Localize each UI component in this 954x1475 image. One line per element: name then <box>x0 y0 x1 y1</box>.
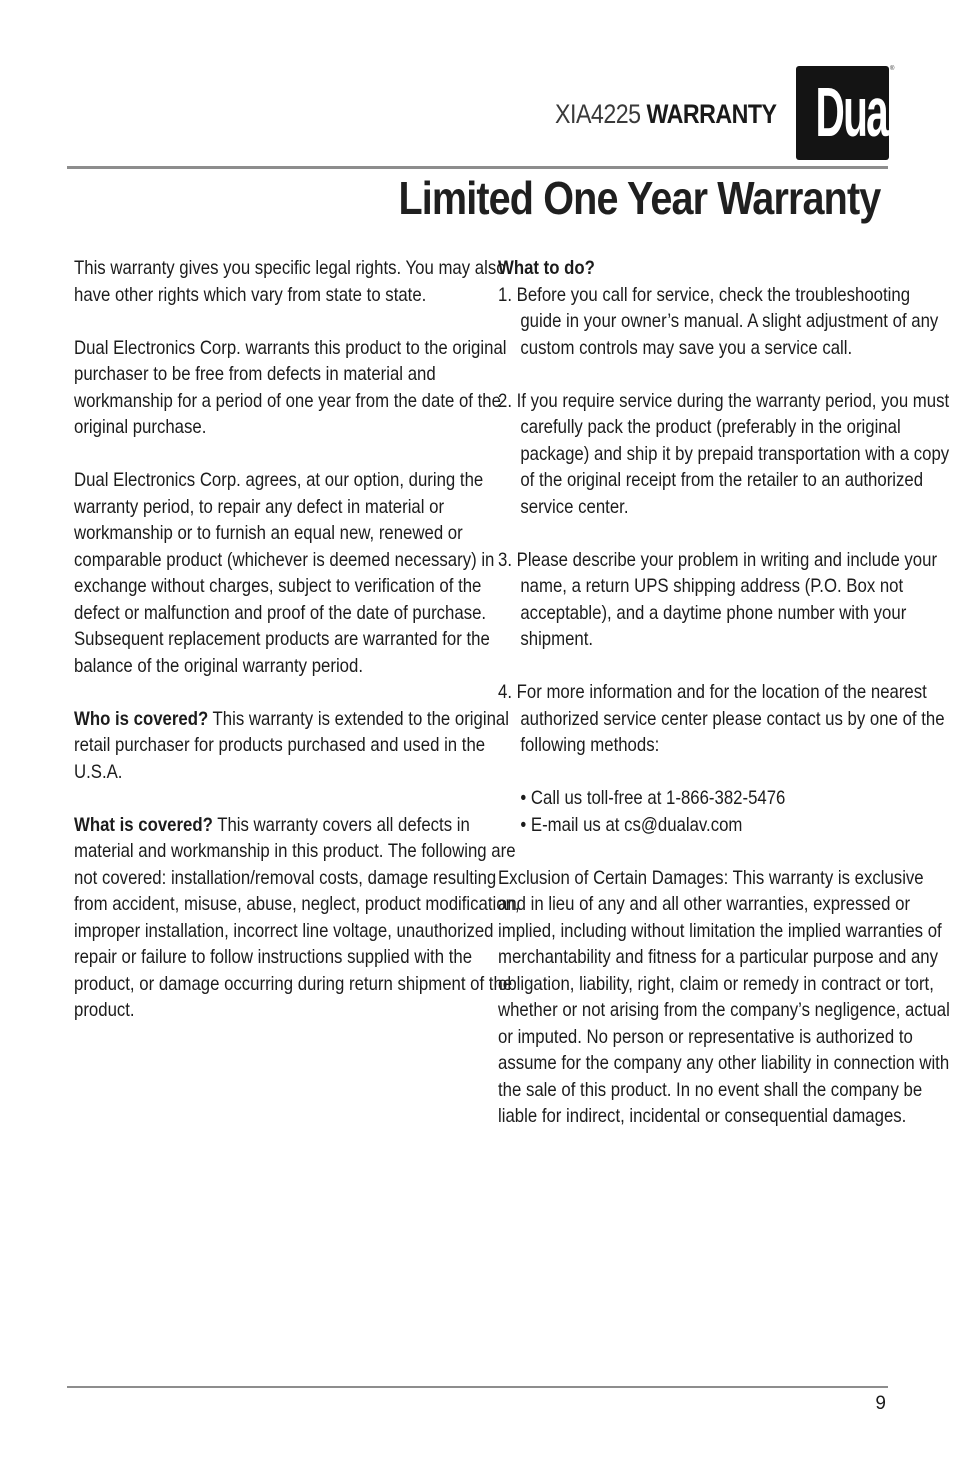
contact-methods <box>498 785 953 838</box>
who-is-covered-text: This warranty is extended to the original retail purchaser for products purchased and used in the U.S.A. <box>74 707 509 783</box>
what-is-covered-paragraph <box>74 812 529 1024</box>
service-step: 1. Before you call for service, check the troubleshooting guide in your owner’s manual. A slight adjustment of any custom controls may save you a service call. <box>498 283 939 359</box>
contact-email: • E-mail us at cs@dualav.com <box>520 812 953 839</box>
warrants-paragraph: Dual Electronics Corp. warrants this product to the original purchaser to be free from defects in material and workmanship for a period of one year from the date of the original purchase. <box>74 336 507 438</box>
footer-divider <box>67 1386 888 1388</box>
what-is-covered-heading: What is covered? <box>74 813 213 836</box>
registered-mark: ® <box>890 66 895 72</box>
service-step: 3. Please describe your problem in writing and include your name, a return UPS shipping address (P.O. Box not acceptable), and a daytime phone number with your shipment. <box>498 548 938 650</box>
section-label: WARRANTY <box>645 99 776 129</box>
model-warranty-title <box>555 96 776 132</box>
exclusion-paragraph: Exclusion of Certain Damages: This warranty is exclusive and in lieu of any and all other warranties, expressed or implied, including without limitation the implied warranties of merchantability and fitness for a particular purpose and any obligation, liability, right, claim or remedy in contract or tort, whether or not arising from the company’s negligence, actual or imputed. No person or representative is authorized to assume for the company any other liability in connection with the sale of this product. In no event shall the company be liable for indirect, incidental or consequential damages. <box>498 866 950 1127</box>
model-number: XIA4225 <box>554 99 641 129</box>
service-steps <box>498 282 953 759</box>
contact-phone: • Call us toll-free at 1-866-382-5476 <box>520 785 953 812</box>
page-number: 9 <box>875 1393 886 1414</box>
what-to-do-heading: What to do? <box>498 257 595 279</box>
left-column <box>74 255 529 1050</box>
service-step: 4. For more information and for the location of the nearest authorized service center please contact us by one of the following methods: <box>498 681 945 756</box>
what-is-covered-text: This warranty covers all defects in material and workmanship in this product. The following are not covered: installation/removal costs, damage resulting from accident, misuse, abuse, neglect, product modification, improper installation, incorrect line voltage, unauthorized repair or failure to follow instructions supplied with the product, or damage occurring during return shipment of the product. <box>74 813 520 1021</box>
rights-paragraph: This warranty gives you specific legal rights. You may also have other rights which vary from state to state. <box>74 257 506 306</box>
page-title: Limited One Year Warranty <box>398 172 880 224</box>
agreement-paragraph: Dual Electronics Corp. agrees, at our option, during the warranty period, to repair any defect in material or workmanship or to furnish an equal new, renewed or comparable product (whichever is deemed necessary) in exchange without charges, subject to verification of the defect or malfunction and proof of the date of purchase. Subsequent replacement products are warranted for the balance of the original warranty period. <box>74 469 495 677</box>
who-is-covered-heading: Who is covered? <box>74 707 209 730</box>
logo-wordmark: Dual <box>815 73 897 151</box>
who-is-covered-paragraph <box>74 706 529 786</box>
right-column <box>498 255 953 1156</box>
service-step: 2. If you require service during the warranty period, you must carefully pack the product (preferably in the original package) and ship it by prepaid transportation with a copy of the original receipt from the retailer to an authorized service center. <box>498 389 950 518</box>
dual-logo <box>796 66 897 160</box>
